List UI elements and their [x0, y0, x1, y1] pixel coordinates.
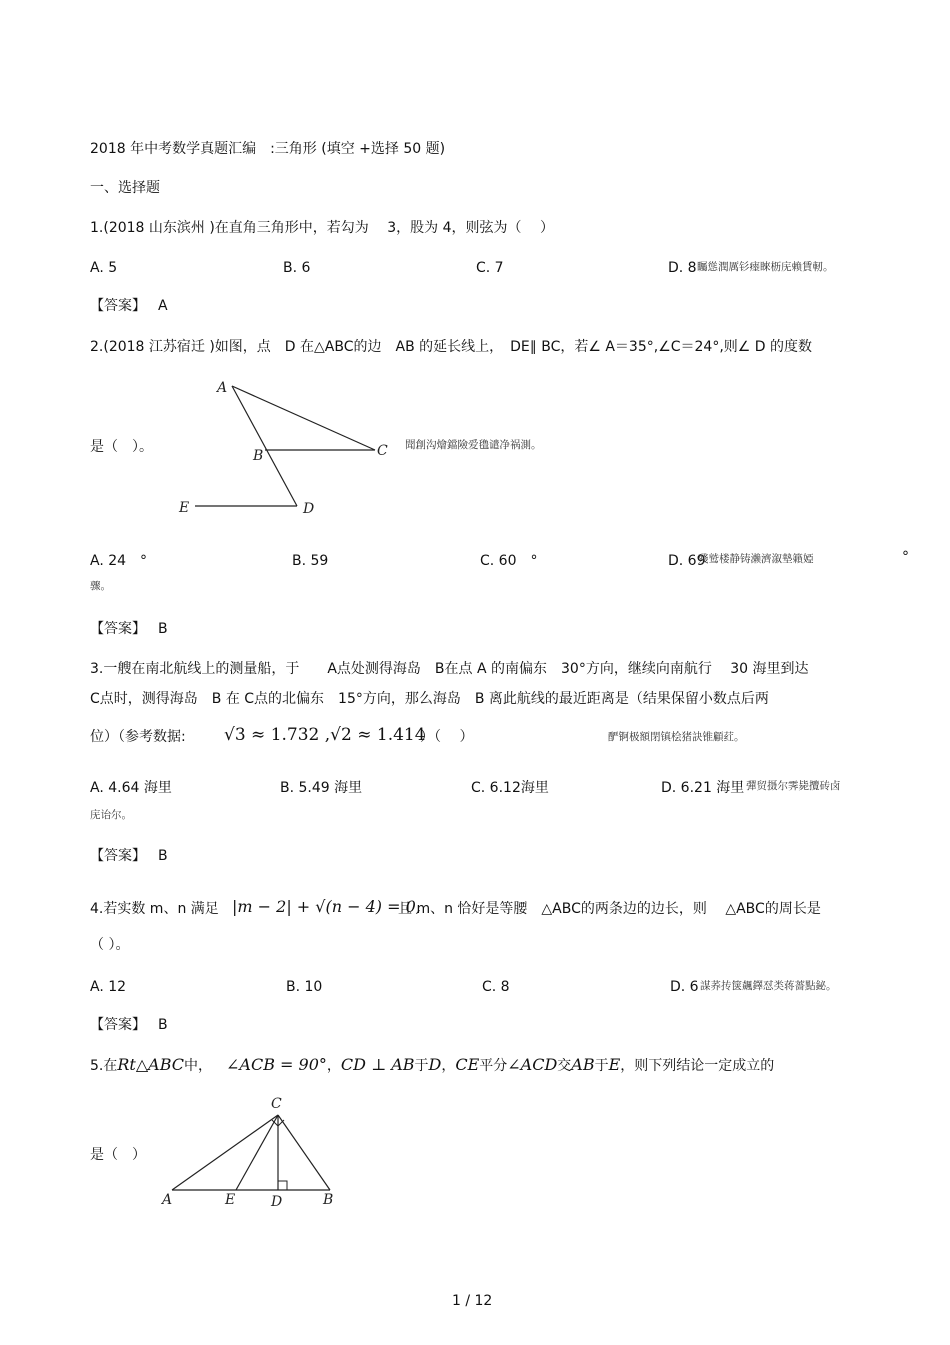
q1-option-d: D. 8	[668, 260, 697, 276]
q4-option-a: A. 12	[90, 979, 127, 995]
q3-option-d: D. 6.21 海里	[661, 780, 745, 796]
q5-text-5: 平分	[479, 1058, 508, 1074]
q2-degree-mark: °	[902, 549, 909, 565]
q5-line-ce	[236, 1115, 278, 1190]
page-number: 1 / 12	[452, 1293, 493, 1309]
q2-label-a: A	[217, 380, 228, 396]
q1-option-c: C. 7	[476, 260, 504, 276]
q5-math-ab: AB	[571, 1055, 595, 1074]
q3-answer: B	[158, 848, 168, 864]
q2-option-c: C. 60 °	[480, 553, 538, 569]
q2-answer: B	[158, 621, 168, 637]
q2-stem-cont: 是（ ）。	[90, 439, 153, 455]
q2-option-d-noise: 殘鹫楼静铸濑濟溆墊籟婭	[698, 553, 814, 565]
q3-line-3-suffix: ）（ ）	[420, 729, 474, 745]
q3-line-1: 3.一艘在南北航线上的测量船，于 A点处测得海岛 B在点 A 的南偏东 30°方向，继续向南航行 30 海里到达	[90, 661, 809, 677]
q5-text-8: ，则下列结论一定成立的	[620, 1058, 775, 1074]
q5-math-d: D	[428, 1055, 442, 1074]
q2-option-b: B. 59	[292, 553, 329, 569]
q4-option-c: C. 8	[482, 979, 510, 995]
q5-text-4: ，	[441, 1058, 456, 1074]
q3-option-d-noise: 彈贸摄尔霁毙攬砖卤	[746, 780, 841, 792]
q4-option-d: D. 6	[670, 979, 699, 995]
q5-text-6: 交	[557, 1058, 572, 1074]
q5-line-ac	[172, 1115, 278, 1190]
q2-label-d: D	[303, 501, 315, 517]
q5-label-c: C	[271, 1096, 282, 1112]
q5-label-e: E	[225, 1192, 236, 1208]
q2-noise-text: 聞創沟燴鐺險爱氇谴净祸測。	[405, 439, 542, 451]
q2-label-c: C	[377, 443, 388, 459]
q5-math-e: E	[608, 1055, 621, 1074]
q5-math-cd-perp-ab: CD ⊥ AB	[340, 1055, 415, 1074]
q1-noise-text: 矚慫潤厲钐瘗睞枥庑赖賃軔。	[697, 261, 834, 273]
q1-answer-label: 【答案】	[90, 298, 146, 314]
q3-noise-text: 酽锕极額閉镇桧猪訣锥顧荭。	[608, 731, 745, 743]
q1-option-a: A. 5	[90, 260, 118, 276]
q2-option-d: D. 69	[668, 553, 706, 569]
q2-option-a: A. 24 °	[90, 553, 148, 569]
q4-answer-label: 【答案】	[90, 1017, 146, 1033]
q5-line-bc	[278, 1115, 330, 1190]
q4-stem-prefix: 4.若实数 m、n 满足	[90, 901, 219, 917]
q2-line-ad	[232, 386, 297, 506]
q3-option-c: C. 6.12海里	[471, 780, 549, 796]
q5-label-b: B	[323, 1192, 334, 1208]
q5-triangle-figure	[160, 1095, 360, 1210]
q4-stem-cont: （ ）。	[90, 937, 130, 953]
q4-answer: B	[158, 1017, 168, 1033]
q5-math-rt-abc: Rt△ABC	[117, 1055, 184, 1074]
q3-noise-text-2: 庑诒尔。	[90, 809, 132, 821]
q5-label-a: A	[162, 1192, 173, 1208]
q4-formula: |m − 2| + √(n − 4) = 0,	[232, 897, 421, 916]
q5-text-pre: 5.在	[90, 1058, 118, 1074]
section-heading: 一、选择题	[90, 180, 160, 196]
q2-line-ac	[232, 386, 375, 450]
q5-stem-cont: 是（ ）	[90, 1147, 146, 1163]
q3-line-3-prefix: 位）（参考数据:	[90, 729, 186, 745]
q1-answer: A	[158, 298, 168, 314]
q2-label-b: B	[253, 448, 264, 464]
q3-option-b: B. 5.49 海里	[280, 780, 363, 796]
q3-option-a: A. 4.64 海里	[90, 780, 172, 796]
q2-label-e: E	[179, 500, 190, 516]
q5-text-2: ，	[326, 1058, 341, 1074]
q3-reference-data: √3 ≈ 1.732 ,√2 ≈ 1.414	[224, 725, 426, 745]
q3-answer-label: 【答案】	[90, 848, 146, 864]
q2-triangle-figure	[175, 378, 388, 518]
q5-text-3: 于	[414, 1058, 429, 1074]
q4-noise-text: 謀荞抟箧飆鐸怼类蒋薔點鉍。	[700, 980, 837, 992]
q2-answer-label: 【答案】	[90, 621, 146, 637]
q5-math-angle-acd: ∠ACD	[507, 1055, 558, 1074]
q3-line-2: C点时，测得海岛 B 在 C点的北偏东 15°方向，那么海岛 B 离此航线的最近距离是（结果保留小数点后两	[90, 691, 769, 707]
q4-option-b: B. 10	[286, 979, 323, 995]
q5-text-7: 于	[594, 1058, 609, 1074]
q5-text-1: 中，	[184, 1058, 212, 1074]
q1-stem: 1.(2018 山东滨州 )在直角三角形中，若勾为 3，股为 4，则弦为（ ）	[90, 220, 554, 236]
q1-option-b: B. 6	[283, 260, 311, 276]
q5-label-d: D	[271, 1194, 283, 1210]
q5-stem	[90, 1055, 774, 1076]
q2-stem: 2.(2018 江苏宿迁 )如图，点 D 在△ABC的边 AB 的延长线上， DE∥ BC，若∠ A＝35°,∠C＝24°,则∠ D 的度数	[90, 339, 813, 355]
document-title: 2018 年中考数学真题汇编 :三角形 (填空 +选择 50 题)	[90, 141, 446, 157]
q5-math-ce: CE	[455, 1055, 480, 1074]
q5-math-angle-acb: ∠ACB = 90°	[226, 1055, 327, 1074]
q5-right-angle-mark-d	[278, 1181, 287, 1190]
q2-noise-text-2: 骤。	[90, 580, 111, 592]
q4-stem-suffix: 且 m、n 恰好是等腰 △ABC的两条边的边长，则 △ABC的周长是	[398, 901, 821, 917]
